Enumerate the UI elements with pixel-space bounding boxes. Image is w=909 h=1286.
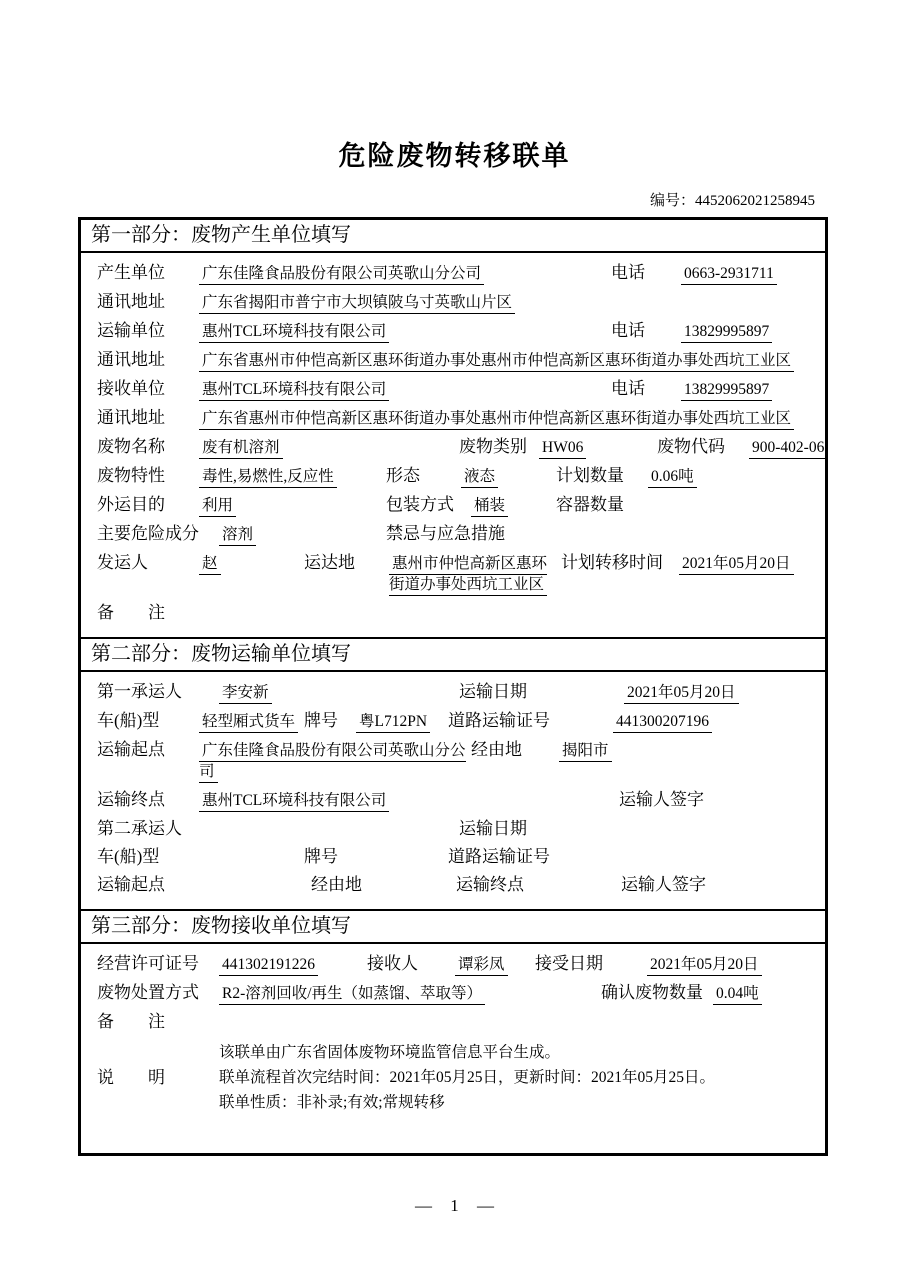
- receive-date-label: 接受日期: [535, 954, 603, 973]
- waste-name-value: 废有机溶剂: [199, 439, 283, 459]
- document-title: 危险废物转移联单: [338, 141, 571, 171]
- transfer-purpose-label: 外运目的: [97, 495, 165, 514]
- receiver-address-cell: [199, 408, 819, 429]
- consignor-value: 赵: [199, 555, 221, 575]
- planned-transfer-time-value: 2021年05月20日: [679, 555, 794, 575]
- waste-category-value: HW06: [539, 439, 586, 459]
- receiver-person-label: 接收人: [367, 954, 418, 973]
- plate2-label: 牌号: [304, 847, 338, 866]
- origin1-value: 广东佳隆食品股份有限公司英歌山分公司: [199, 742, 466, 783]
- waste-code-value: 900-402-06: [749, 439, 827, 459]
- section-transporter: [81, 637, 825, 909]
- producer-value-cell: [199, 263, 611, 284]
- waste-property-value: 毒性,易燃性,反应性: [199, 468, 337, 488]
- section1-header: 第一部分：废物产生单位填写: [81, 220, 825, 253]
- terminus1-value-cell: [199, 790, 619, 811]
- row-transporter: [89, 321, 819, 342]
- planned-transfer-time-label: 计划转移时间: [561, 553, 663, 572]
- row-carrier2: [89, 819, 819, 839]
- emergency-measures-label: 禁忌与应急措施: [386, 524, 505, 543]
- row-consignor: [89, 553, 819, 595]
- section2-header: 第二部分：废物运输单位填写: [81, 639, 825, 672]
- waste-form-label: 形态: [386, 466, 420, 485]
- waste-form-value-cell: [461, 466, 556, 487]
- confirmed-quantity-label: 确认废物数量: [601, 983, 703, 1002]
- road-permit2-label: 道路运输证号: [448, 847, 550, 866]
- packaging-label: 包装方式: [386, 495, 454, 514]
- section3-rows: [81, 944, 825, 1153]
- via2-label: 经由地: [311, 875, 362, 894]
- receiver-label: 接收单位: [97, 379, 165, 398]
- road-permit1-label: 道路运输证号: [448, 711, 550, 730]
- row-receiver: [89, 379, 819, 400]
- row-waste-name: [89, 437, 825, 458]
- packaging-value: 桶装: [471, 497, 508, 517]
- disposal-method-value-cell: [219, 983, 601, 1004]
- packaging-value-cell: [471, 495, 556, 516]
- license-label: 经营许可证号: [97, 954, 199, 973]
- producer-phone-cell: [681, 263, 777, 284]
- terminus1-value: 惠州TCL环境科技有限公司: [199, 792, 389, 812]
- waste-category-value-cell: [539, 437, 657, 458]
- consignor-value-cell: [199, 553, 304, 574]
- note-line-1: 该联单由广东省固体废物环境监管信息平台生成。: [219, 1044, 561, 1061]
- waste-name-label: 废物名称: [97, 437, 165, 456]
- row-note: [89, 1040, 819, 1115]
- producer-phone-value: 0663-2931711: [681, 265, 777, 285]
- transfer-purpose-value-cell: [199, 495, 386, 516]
- planned-quantity-value: 0.06吨: [648, 468, 697, 488]
- row-origin2: [89, 875, 819, 895]
- transport-date2-label: 运输日期: [459, 819, 527, 838]
- destination-value-cell: [389, 553, 561, 595]
- transporter-phone-cell: [681, 321, 772, 342]
- carrier-sign1-label: 运输人签字: [619, 790, 704, 809]
- producer-address-label: 通讯地址: [97, 292, 165, 311]
- manifest-table: [78, 217, 828, 1156]
- row-vehicle1: [89, 711, 819, 732]
- destination-value: 惠州市仲恺高新区惠环街道办事处西坑工业区: [389, 555, 547, 596]
- waste-code-label: 废物代码: [657, 437, 725, 456]
- license-value-cell: [219, 954, 367, 975]
- section1-rows: [81, 253, 825, 637]
- plate1-value-cell: [356, 711, 448, 732]
- receiver-address-value: 广东省惠州市仲恺高新区惠环街道办事处惠州市仲恺高新区惠环街道办事处西坑工业区: [199, 410, 794, 430]
- serial-number-line: [0, 189, 815, 210]
- disposal-method-value: R2-溶剂回收/再生（如蒸馏、萃取等）: [219, 985, 485, 1005]
- row-origin1: [89, 740, 819, 782]
- transporter-phone-label: 电话: [611, 321, 645, 340]
- planned-transfer-time-value-cell: [679, 553, 794, 574]
- terminus1-label: 运输终点: [97, 790, 165, 809]
- hazardous-component-value: 溶剂: [219, 526, 256, 546]
- terminus2-label: 运输终点: [456, 875, 524, 894]
- license-value: 441302191226: [219, 956, 318, 976]
- serial-label: 编号：: [649, 193, 695, 209]
- row-license: [89, 954, 819, 975]
- producer-value: 广东佳隆食品股份有限公司英歌山分公司: [199, 265, 484, 285]
- producer-label: 产生单位: [97, 263, 165, 282]
- receiver-address-label: 通讯地址: [97, 408, 165, 427]
- waste-name-value-cell: [199, 437, 459, 458]
- transport-date1-value: 2021年05月20日: [624, 684, 739, 704]
- receive-date-value-cell: [647, 954, 762, 975]
- vehicle-type1-label: 车(船)型: [97, 711, 160, 730]
- waste-form-value: 液态: [461, 468, 498, 488]
- receiver-phone-cell: [681, 379, 772, 400]
- receiver-person-value: 谭彩凤: [455, 956, 508, 976]
- waste-property-value-cell: [199, 466, 386, 487]
- row-carrier1: [89, 682, 819, 703]
- plate1-label: 牌号: [304, 711, 338, 730]
- transporter-phone-value: 13829995897: [681, 323, 772, 343]
- note-label: 说 明: [97, 1067, 165, 1087]
- note-line-3: 联单性质：非补录;有效;常规转移: [219, 1094, 445, 1111]
- transport-date1-label: 运输日期: [459, 682, 527, 701]
- row-remark-s1: [89, 603, 819, 623]
- carrier2-label: 第二承运人: [97, 819, 182, 838]
- transporter-value-cell: [199, 321, 611, 342]
- carrier1-label: 第一承运人: [97, 682, 182, 701]
- origin1-label: 运输起点: [97, 740, 165, 759]
- transporter-address-label: 通讯地址: [97, 350, 165, 369]
- origin1-value-cell: [199, 740, 471, 782]
- transfer-purpose-value: 利用: [199, 497, 236, 517]
- waste-category-label: 废物类别: [459, 437, 527, 456]
- waste-property-label: 废物特性: [97, 466, 165, 485]
- transporter-address-value: 广东省惠州市仲恺高新区惠环街道办事处惠州市仲恺高新区惠环街道办事处西坑工业区: [199, 352, 794, 372]
- section-receiver: [81, 909, 825, 1153]
- plate1-value: 粤L712PN: [356, 713, 430, 733]
- vehicle-type1-value-cell: [199, 711, 304, 732]
- transporter-address-cell: [199, 350, 819, 371]
- producer-address-cell: [199, 292, 819, 313]
- origin2-label: 运输起点: [97, 875, 165, 894]
- page-number: — 1 —: [415, 1196, 494, 1215]
- destination-label: 运达地: [304, 553, 355, 572]
- serial-value: 4452062021258945: [695, 193, 815, 209]
- transporter-label: 运输单位: [97, 321, 165, 340]
- via1-value-cell: [559, 740, 612, 761]
- row-waste-property: [89, 466, 819, 487]
- section3-header: 第三部分：废物接收单位填写: [81, 911, 825, 944]
- section-producer: [81, 220, 825, 637]
- disposal-method-label: 废物处置方式: [97, 983, 199, 1002]
- row-terminus1: [89, 790, 819, 811]
- row-disposal: [89, 983, 819, 1004]
- row-transporter-address: [89, 350, 819, 371]
- consignor-label: 发运人: [97, 553, 148, 572]
- row-producer-address: [89, 292, 819, 313]
- section2-rows: [81, 672, 825, 909]
- container-quantity-label: 容器数量: [556, 495, 624, 514]
- receiver-phone-value: 13829995897: [681, 381, 772, 401]
- via1-label: 经由地: [471, 740, 522, 759]
- hazardous-component-label: 主要危险成分: [97, 524, 199, 543]
- road-permit1-value: 441300207196: [613, 713, 712, 733]
- road-permit1-value-cell: [613, 711, 712, 732]
- note-content: [219, 1040, 819, 1115]
- hazardous-component-value-cell: [219, 524, 386, 545]
- producer-phone-label: 电话: [611, 263, 645, 282]
- transport-date1-value-cell: [624, 682, 739, 703]
- row-receiver-address: [89, 408, 819, 429]
- receiver-value: 惠州TCL环境科技有限公司: [199, 381, 389, 401]
- receiver-person-value-cell: [455, 954, 535, 975]
- row-vehicle2: [89, 847, 819, 867]
- carrier-sign2-label: 运输人签字: [621, 875, 706, 894]
- vehicle-type2-label: 车(船)型: [97, 847, 160, 866]
- receiver-phone-label: 电话: [611, 379, 645, 398]
- vehicle-type1-value: 轻型厢式货车: [199, 713, 298, 733]
- row-hazardous-component: [89, 524, 819, 545]
- row-producer: [89, 263, 819, 284]
- note-line-2: 联单流程首次完结时间：2021年05月25日，更新时间：2021年05月25日。: [219, 1069, 716, 1086]
- row-transfer-purpose: [89, 495, 819, 516]
- via1-value: 揭阳市: [559, 742, 612, 762]
- row-remark-s3: [89, 1012, 819, 1032]
- waste-code-value-cell: [749, 437, 827, 458]
- transporter-value: 惠州TCL环境科技有限公司: [199, 323, 389, 343]
- receive-date-value: 2021年05月20日: [647, 956, 762, 976]
- receiver-value-cell: [199, 379, 611, 400]
- carrier1-value: 李安新: [219, 684, 272, 704]
- remark-s3-label: 备 注: [97, 1012, 165, 1031]
- remark-s1-label: 备 注: [97, 603, 165, 622]
- confirmed-quantity-value-cell: [713, 983, 762, 1004]
- carrier1-value-cell: [219, 682, 459, 703]
- planned-quantity-label: 计划数量: [556, 466, 624, 485]
- producer-address-value: 广东省揭阳市普宁市大坝镇陂乌寸英歌山片区: [199, 294, 515, 314]
- confirmed-quantity-value: 0.04吨: [713, 985, 762, 1005]
- planned-quantity-value-cell: [648, 466, 697, 487]
